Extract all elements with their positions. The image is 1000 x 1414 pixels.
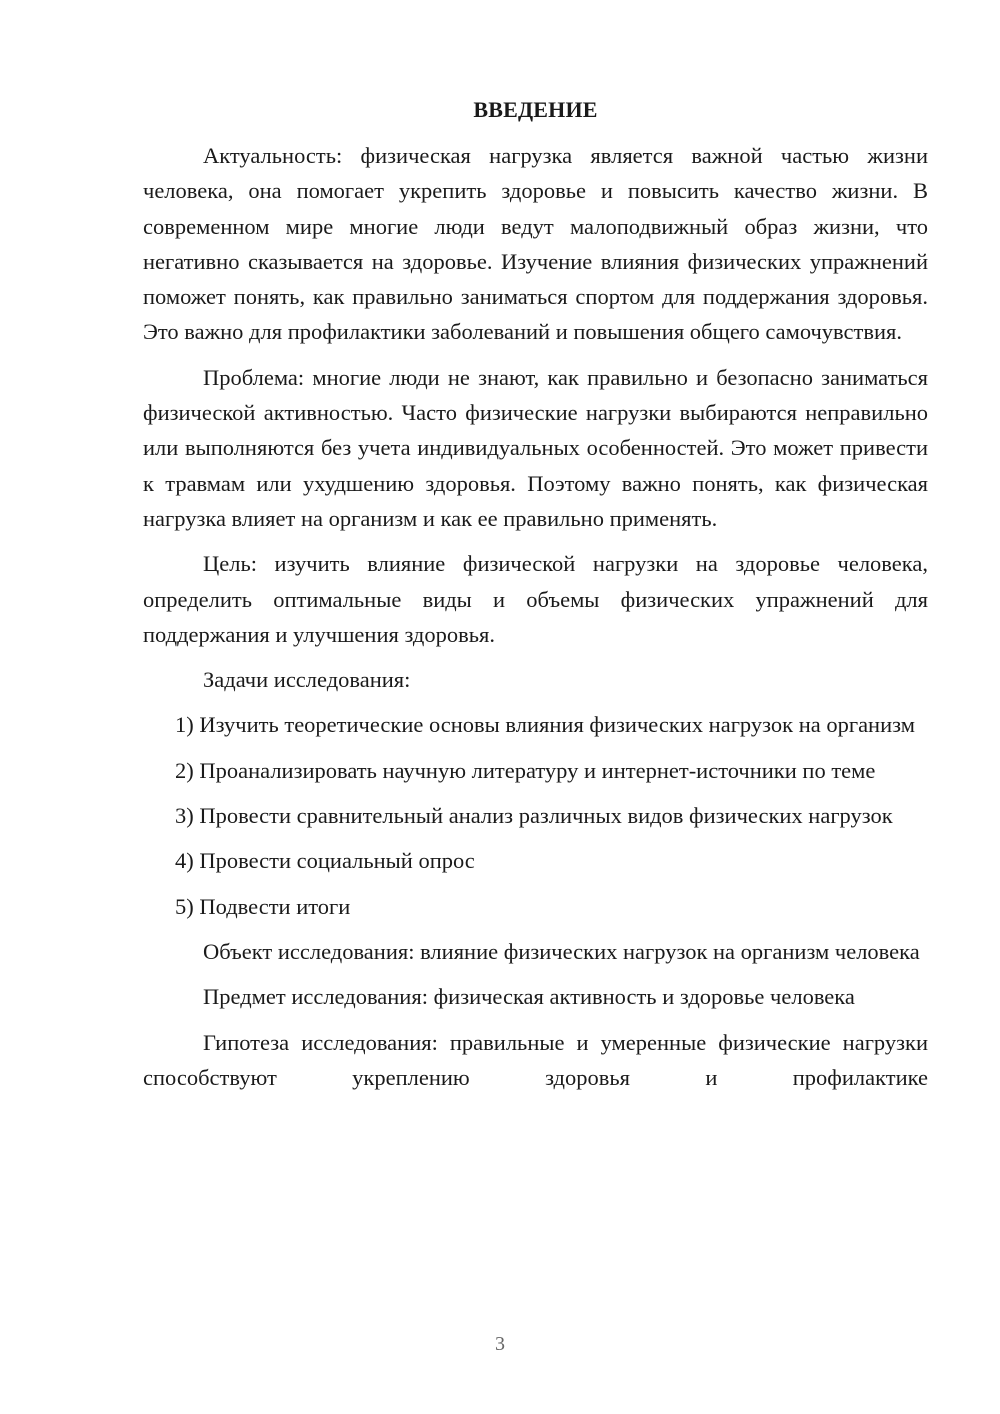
task-item-1: 1) Изучить теоретические основы влияния физических нагрузок на организм: [175, 712, 915, 738]
paragraph-relevance: Актуальность: физическая нагрузка является важной частью жизни человека, она помогает укрепить здоровье и повысить качество жизни. В современном мире многие люди ведут малоподвижный образ жизни, что негативно сказывается на здоровье. Изучение влияния физических упражнений поможет понять, как правильно заниматься спортом для поддержания здоровья. Это важно для профилактики заболеваний и повышения общего самочувствия.: [143, 143, 928, 345]
task-item-3: 3) Провести сравнительный анализ различных видов физических нагрузок: [175, 803, 893, 829]
section-heading: ВВЕДЕНИЕ: [473, 97, 598, 122]
paragraph-problem: Проблема: многие люди не знают, как правильно и безопасно заниматься физической активностью. Часто физические нагрузки выбираются неправильно или выполняются без учета индивидуальных особенностей. Это может привести к травмам или ухудшению здоровья. Поэтому важно понять, как физическая нагрузка влияет на организм и как ее правильно применять.: [143, 364, 928, 531]
tasks-heading: Задачи исследования:: [203, 667, 411, 693]
task-item-4: 4) Провести социальный опрос: [175, 848, 475, 874]
paragraph-hypothesis: Гипотеза исследования: правильные и умеренные физические нагрузки способствуют укреплению здоровья и профилактике: [143, 1029, 928, 1090]
task-item-5: 5) Подвести итоги: [175, 893, 351, 919]
task-item-2: 2) Проанализировать научную литературу и интернет-источники по теме: [175, 757, 876, 783]
paragraph-object: Объект исследования: влияние физических нагрузок на организм человека: [203, 938, 920, 964]
paragraph-goal: Цель: изучить влияние физической нагрузки на здоровье человека, определить оптимальные виды и объемы физических упражнений для поддержания и улучшения здоровья.: [143, 551, 928, 647]
page-number: 3: [495, 1333, 505, 1355]
paragraph-subject: Предмет исследования: физическая активность и здоровье человека: [203, 984, 855, 1010]
page-content: [143, 90, 928, 1105]
